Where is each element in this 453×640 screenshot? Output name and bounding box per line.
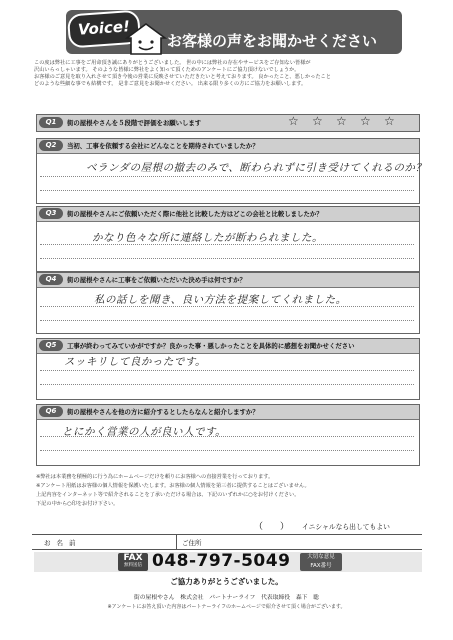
question-5-text: 工事が終わってみていかがですか？良かった事・悪しかったことを具体的に感想をお聞かせください bbox=[67, 342, 355, 350]
question-1-text: 街の屋根やさんを５段階で評価をお願いします bbox=[67, 119, 202, 127]
question-6-bar bbox=[37, 405, 419, 420]
note-line: ※弊社は本業務を積極的に行う為にホームページだけを頼りにお客様への直接営業を行っております。 bbox=[36, 474, 274, 480]
fax-icon bbox=[118, 553, 148, 571]
answer-line bbox=[40, 384, 414, 385]
note-line: 下記の中から○印をお付け下さい。 bbox=[36, 501, 119, 507]
intro-line: 沢山いらっしゃいます。 そのような皆様に弊社をよく知って頂くためのアンケートにご協力頂けないでしょうか。 bbox=[34, 67, 300, 73]
name-field[interactable] bbox=[82, 535, 172, 549]
question-3-badge: Q3 bbox=[39, 208, 63, 219]
intro-line: どのような些細な事でも結構です。 是非ご意見をお聞かせください。 出来る限り多くの方にご協力をお願いします。 bbox=[34, 81, 307, 87]
question-2-badge: Q2 bbox=[39, 140, 63, 151]
fax-icon-label: FAX bbox=[123, 553, 143, 563]
intro-line: この度は弊社に工事をご用命頂き誠にありがとうございました。 世の中には弊社の存在やサービスをご存知ない皆様が bbox=[34, 60, 311, 66]
fax-icon-sub: 無料送信 bbox=[124, 563, 142, 568]
answer-3-handwriting: かなり色々な所に連絡したが断わられました。 bbox=[92, 232, 323, 244]
note-line: ※アンケート用紙はお客様の個人情報を保護いたします。お客様の個人情報を第三者に提供することはございません。 bbox=[36, 483, 310, 489]
question-3-text: 街の屋根やさんにご依頼いただく際に他社と比較した方はどこの会社と比較しましたか？ bbox=[67, 210, 323, 218]
answer-5-handwriting: スッキリして良かったです。 bbox=[64, 356, 207, 368]
form-divider bbox=[176, 535, 177, 549]
page-title: お客様の声をお聞かせください bbox=[167, 32, 378, 50]
question-5-badge: Q5 bbox=[39, 340, 63, 351]
question-1-badge: Q1 bbox=[39, 117, 63, 128]
answer-line bbox=[40, 450, 414, 451]
initial-note: イニシャルなら出してもよい bbox=[302, 523, 390, 531]
rating-star-icon[interactable]: ☆ bbox=[312, 114, 323, 128]
answer-4-handwriting: 私の話しを聞き、良い方法を提案してくれました。 bbox=[94, 294, 347, 306]
footer-note: ※アンケートにお答え頂いた内容はパートナーライフのホームページで紹介させて頂く場合がございます。 bbox=[107, 604, 346, 610]
notes-block bbox=[36, 474, 424, 508]
question-4-bar bbox=[37, 273, 419, 288]
note-line: 上記内容をインターネット等で紹介されることを了承いただける場合は、下記のいずれかに○をお付けください。 bbox=[36, 492, 300, 498]
rating-star-icon[interactable]: ☆ bbox=[288, 114, 299, 128]
question-2-text: 当初、工事を依頼する会社にどんなことを期待されていましたか？ bbox=[67, 142, 259, 150]
answer-line bbox=[40, 320, 414, 321]
answer-line bbox=[40, 190, 414, 191]
company-line: 街の屋根やさん 株式会社 パートナーライフ 代表取締役 森下 聡 bbox=[133, 595, 320, 601]
contact-form bbox=[32, 534, 422, 550]
question-6-text: 街の屋根やさんを他の方に紹介するとしたらなんと紹介しますか？ bbox=[67, 408, 259, 416]
answer-line bbox=[40, 258, 414, 259]
voice-badge-label: Voice! bbox=[77, 17, 131, 39]
question-5 bbox=[36, 338, 420, 400]
rating-star-icon[interactable]: ☆ bbox=[360, 114, 371, 128]
question-2-bar bbox=[37, 139, 419, 154]
question-4-text: 街の屋根やさんに工事をご依頼いただいた決め手は何ですか？ bbox=[67, 276, 246, 284]
question-6-badge: Q6 bbox=[39, 406, 63, 417]
intro-text bbox=[34, 60, 426, 88]
answer-line bbox=[40, 176, 414, 177]
thanks-text: ご協力ありがとうございました。 bbox=[170, 577, 283, 586]
smiling-house-icon bbox=[125, 22, 167, 56]
answer-2-handwriting: ベランダの屋根の撤去のみで、断わられずに引き受けてくれるのか？ bbox=[86, 162, 427, 174]
rating-star-icon[interactable]: ☆ bbox=[336, 114, 347, 128]
address-field[interactable] bbox=[210, 535, 420, 549]
answer-6-handwriting: とにかく営業の人が良い人です。 bbox=[62, 426, 227, 438]
question-5-bar bbox=[37, 339, 419, 354]
name-label: お名前 bbox=[44, 539, 82, 547]
paren-close: ） bbox=[280, 522, 290, 532]
fax-side-top: 大切な意見 bbox=[307, 554, 335, 560]
fax-side-label bbox=[300, 553, 342, 571]
question-4-badge: Q4 bbox=[39, 274, 63, 285]
question-3-bar bbox=[37, 207, 419, 222]
rating-star-icon[interactable]: ☆ bbox=[384, 114, 395, 128]
answer-line bbox=[40, 370, 414, 371]
fax-side-bottom: FAX番号 bbox=[310, 563, 332, 569]
paren-open: （ bbox=[254, 522, 264, 532]
address-label: ご住所 bbox=[182, 539, 202, 547]
intro-line: お客様のご意見を取り入れさせて頂き今後の営業に反映させていただきたいと考えております。 良かったこと、悪しかったこと bbox=[34, 74, 331, 80]
initial-option-row[interactable] bbox=[32, 520, 424, 532]
fax-number: 048-797-5049 bbox=[152, 551, 291, 571]
